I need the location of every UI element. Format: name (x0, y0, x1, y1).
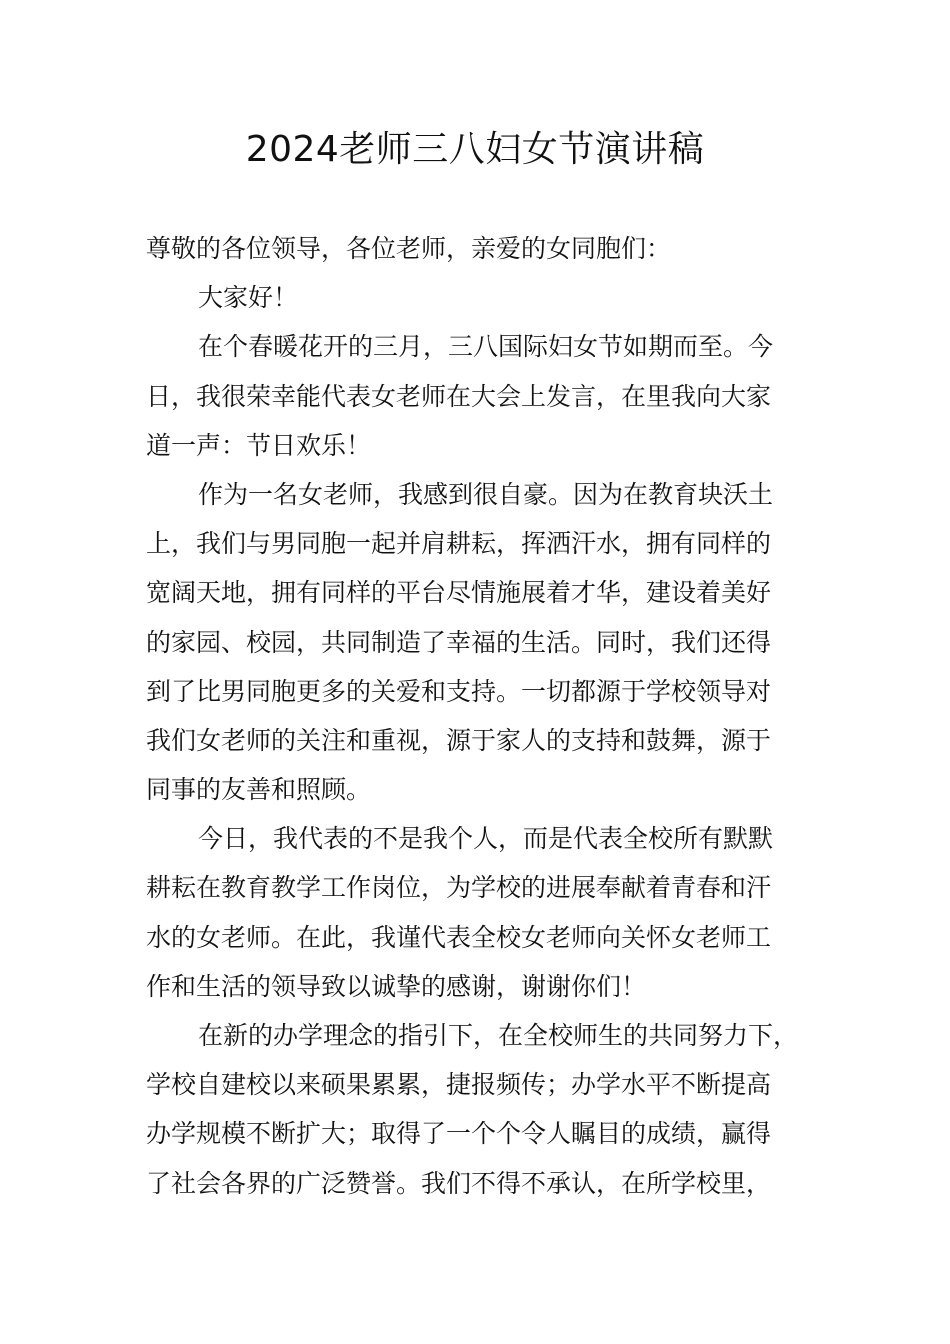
body-line: 上，我们与男同胞一起并肩耕耘，挥洒汗水，拥有同样的 (146, 529, 772, 559)
body-line: 了社会各界的广泛赞誉。我们不得不承认，在所学校里， (146, 1168, 772, 1198)
body-line: 今日，我代表的不是我个人，而是代表全校所有默默 (198, 824, 774, 854)
body-line: 学校自建校以来硕果累累，捷报频传；办学水平不断提高 (146, 1070, 772, 1100)
document-body (146, 224, 816, 1208)
body-line: 在新的办学理念的指引下，在全校师生的共同努力下， (198, 1021, 799, 1050)
body-line: 的家园、校园，共同制造了幸福的生活。同时，我们还得 (146, 627, 772, 657)
body-line: 道一声：节日欢乐！ (146, 430, 372, 460)
body-line: 到了比男同胞更多的关爱和支持。一切都源于学校领导对 (146, 676, 772, 706)
body-line: 水的女老师。在此，我谨代表全校女老师向关怀女老师工 (146, 922, 772, 952)
body-line: 日，我很荣幸能代表女老师在大会上发言，在里我向大家 (146, 381, 772, 411)
document-title: 2024老师三八妇女节演讲稿 (245, 129, 705, 170)
body-line: 宽阔天地，拥有同样的平台尽情施展着才华，建设着美好 (146, 578, 772, 608)
body-line: 尊敬的各位领导，各位老师，亲爱的女同胞们： (146, 234, 672, 263)
body-line: 同事的友善和照顾。 (146, 775, 372, 805)
body-line: 耕耘在教育教学工作岗位，为学校的进展奉献着青春和汗 (146, 873, 772, 903)
body-line: 大家好！ (198, 283, 299, 313)
body-line: 我们女老师的关注和重视，源于家人的支持和鼓舞，源于 (146, 725, 772, 755)
body-line: 办学规模不断扩大；取得了一个个令人瞩目的成绩，赢得 (146, 1119, 772, 1149)
body-line: 作和生活的领导致以诚挚的感谢，谢谢你们！ (146, 971, 647, 1001)
body-line: 作为一名女老师，我感到很自豪。因为在教育块沃土 (198, 479, 774, 509)
body-line: 在个春暖花开的三月，三八国际妇女节如期而至。今 (198, 332, 774, 362)
